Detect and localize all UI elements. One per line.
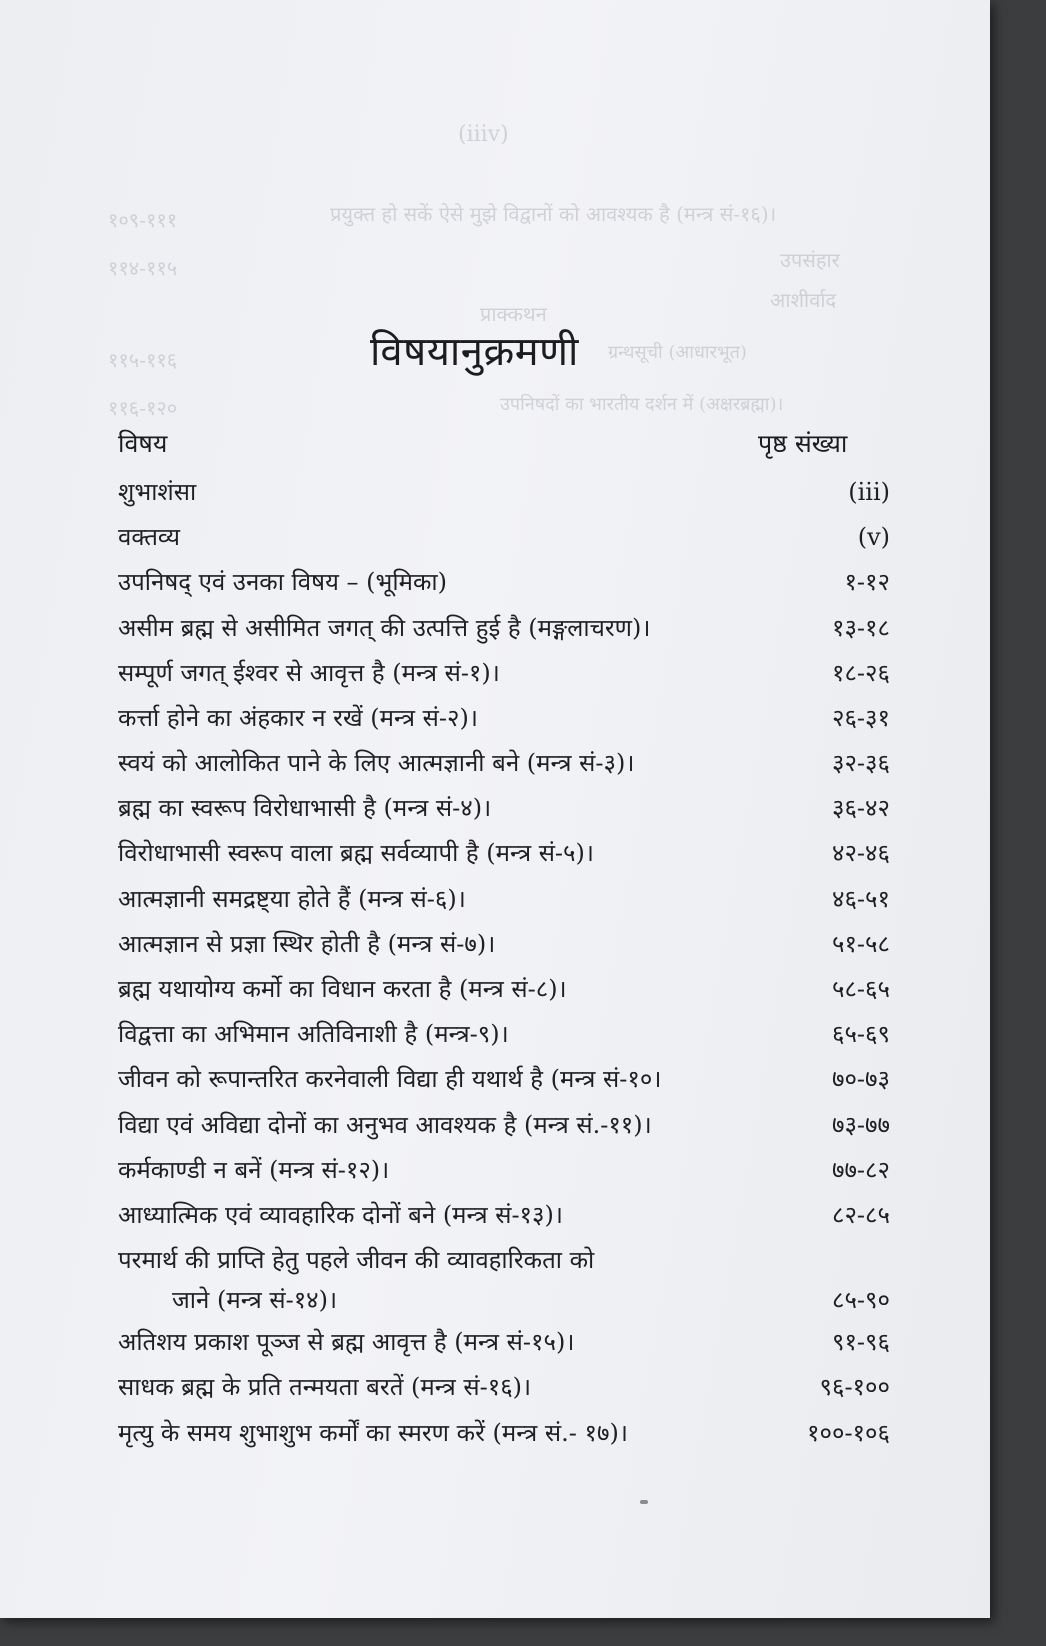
bleed-line: उपसंहार xyxy=(780,248,840,272)
toc-entry-page: (iii) xyxy=(848,477,890,506)
toc-entry-page: १००-१०६ xyxy=(807,1418,890,1447)
bleed-line: प्रयुक्त हो सकें ऐसे मुझे विद्वानों को आवश्यक है (मन्त्र सं-१६)। xyxy=(330,202,777,226)
toc-entry-title: आत्मज्ञानी समद्रष्ट्या होते हैं (मन्त्र सं-६)। xyxy=(118,884,466,913)
toc-entry-page: १८-२६ xyxy=(831,658,890,687)
bleed-number: १०९-१११ xyxy=(108,208,178,232)
table-of-contents xyxy=(118,470,898,1456)
toc-entry-title: विद्वत्ता का अभिमान अतिविनाशी है (मन्त्र-९)। xyxy=(118,1020,509,1049)
toc-entry-title: विरोधाभासी स्वरूप वाला ब्रह्म सर्वव्यापी है (मन्त्र सं-५)। xyxy=(118,839,594,868)
toc-entry-page: ८५-९० xyxy=(831,1286,890,1315)
toc-entry xyxy=(118,967,898,1012)
toc-entry xyxy=(118,832,898,877)
toc-entry-page: २६-३१ xyxy=(831,703,890,732)
toc-entry-title: ब्रह्म का स्वरूप विरोधाभासी है (मन्त्र सं-४)। xyxy=(118,794,492,823)
toc-entry-title: शुभाशंसा xyxy=(118,477,197,506)
toc-entry-page: १-१२ xyxy=(844,568,890,597)
toc-entry-title: आध्यात्मिक एवं व्यावहारिक दोनों बने (मन्त्र सं-१३)। xyxy=(118,1200,563,1229)
bleed-number: ११४-११५ xyxy=(108,256,178,280)
toc-entry-title: विद्या एवं अविद्या दोनों का अनुभव आवश्यक है (मन्त्र सं.-११)। xyxy=(118,1110,652,1139)
toc-entry-title-line1: परमार्थ की प्राप्ति हेतु पहले जीवन की व्यावहारिकता को xyxy=(118,1246,595,1275)
toc-entry-page: ३६-४२ xyxy=(831,794,890,823)
toc-entry-title: कर्त्ता होने का अंहकार न रखें (मन्त्र सं-२)। xyxy=(118,703,478,732)
toc-entry-title: उपनिषद् एवं उनका विषय – (भूमिका) xyxy=(118,568,447,597)
toc-entry xyxy=(118,1057,898,1102)
bleed-line: ग्रन्थसूची (आधारभूत) xyxy=(608,342,747,363)
toc-entry-page: ९६-१०० xyxy=(819,1373,890,1402)
toc-entry-title: वक्तव्य xyxy=(118,523,181,552)
bleed-page-mark: (iiiv) xyxy=(458,122,509,147)
bleed-number: ११५-११६ xyxy=(108,348,178,372)
column-header-page: पृष्ठ संख्या xyxy=(758,429,848,458)
column-header-subject: विषय xyxy=(118,429,168,458)
bleed-number: ११६-१२० xyxy=(108,396,178,420)
toc-entry xyxy=(118,1411,898,1456)
toc-entry xyxy=(118,560,898,605)
toc-entry-page: ७७-८२ xyxy=(831,1155,890,1184)
toc-entry-page: ८२-८५ xyxy=(831,1200,890,1229)
toc-entry-title: आत्मज्ञान से प्रज्ञा स्थिर होती है (मन्त्र सं-७)। xyxy=(118,929,496,958)
toc-entry-title: सम्पूर्ण जगत् ईश्वर से आवृत्त है (मन्त्र सं-१)। xyxy=(118,658,500,687)
bleed-line: उपनिषदों का भारतीय दर्शन में (अक्षरब्रह्मा)। xyxy=(500,394,784,415)
toc-entry-page: १३-१८ xyxy=(831,613,890,642)
toc-entry-page: ९१-९६ xyxy=(831,1328,890,1357)
toc-entry-page: ४२-४६ xyxy=(831,839,890,868)
toc-entry-page: (v) xyxy=(857,523,890,552)
toc-entry-page: ३२-३६ xyxy=(831,749,890,778)
toc-entry-title: ब्रह्म यथायोग्य कर्मो का विधान करता है (मन्त्र सं-८)। xyxy=(118,975,567,1004)
toc-entry xyxy=(118,515,898,560)
toc-entry xyxy=(118,1193,898,1238)
toc-entry-title: स्वयं को आलोकित पाने के लिए आत्मज्ञानी बने (मन्त्र सं-३)। xyxy=(118,749,635,778)
toc-entry xyxy=(118,741,898,786)
toc-entry xyxy=(118,1012,898,1057)
page-title: विषयानुक्रमणी xyxy=(370,329,579,375)
ink-mark xyxy=(640,1500,648,1504)
toc-entry-title-line2: जाने (मन्त्र सं-१४)। xyxy=(172,1286,338,1315)
toc-entry-title: असीम ब्रह्म से असीमित जगत् की उत्पत्ति हुई है (मङ्गलाचरण)। xyxy=(118,613,651,642)
toc-entry-title: अतिशय प्रकाश पूञ्ज से ब्रह्म आवृत्त है (मन्त्र सं-१५)। xyxy=(118,1328,575,1357)
toc-entry xyxy=(118,922,898,967)
toc-entry-page: ५१-५८ xyxy=(831,929,890,958)
toc-entry xyxy=(118,651,898,696)
toc-entry-title: जीवन को रूपान्तरित करनेवाली विद्या ही यथार्थ है (मन्त्र सं-१०। xyxy=(118,1065,662,1094)
toc-entry xyxy=(118,877,898,922)
toc-entry-title: मृत्यु के समय शुभाशुभ कर्मों का स्मरण करें (मन्त्र सं.- १७)। xyxy=(118,1418,628,1447)
toc-entry xyxy=(118,1320,898,1365)
bleed-line: आशीर्वाद xyxy=(770,288,837,312)
toc-entry xyxy=(118,786,898,831)
bleed-line: प्राक्कथन xyxy=(480,302,547,326)
toc-entry xyxy=(118,470,898,515)
toc-entry-page: ७३-७७ xyxy=(831,1110,890,1139)
toc-entry xyxy=(118,1238,898,1320)
toc-entry-page: ६५-६९ xyxy=(831,1020,890,1049)
toc-entry xyxy=(118,696,898,741)
toc-entry xyxy=(118,1365,898,1410)
toc-entry xyxy=(118,606,898,651)
toc-entry-page: ७०-७३ xyxy=(831,1065,890,1094)
toc-entry xyxy=(118,1148,898,1193)
toc-entry-title xyxy=(118,1240,780,1320)
toc-entry-page: ५८-६५ xyxy=(831,975,890,1004)
toc-entry-title: कर्मकाण्डी न बनें (मन्त्र सं-१२)। xyxy=(118,1155,390,1184)
toc-entry-page: ४६-५१ xyxy=(831,884,890,913)
toc-entry-title: साधक ब्रह्म के प्रति तन्मयता बरतें (मन्त्र सं-१६)। xyxy=(118,1373,532,1402)
toc-entry xyxy=(118,1103,898,1148)
